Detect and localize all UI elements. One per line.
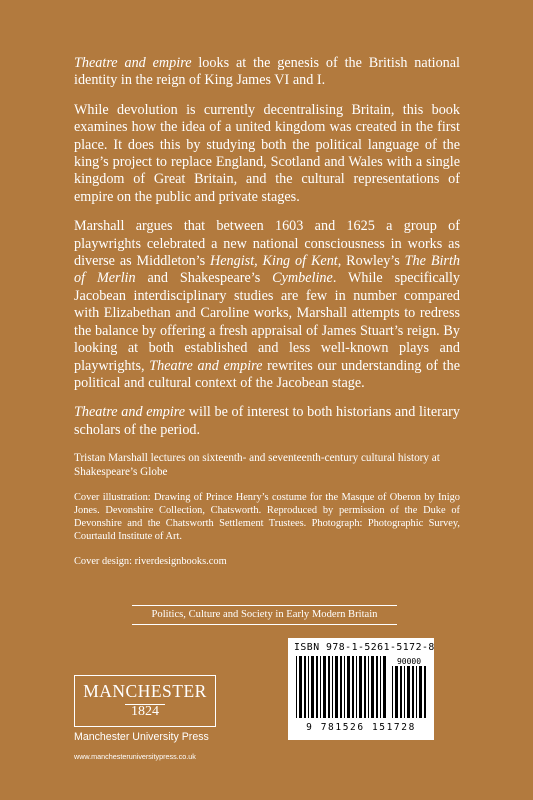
barcode-icon <box>294 656 428 722</box>
price-code: 90000 <box>396 657 422 666</box>
publisher-logo <box>74 675 216 727</box>
barcode-panel <box>288 638 434 740</box>
cover-illustration-credit: Cover illustration: Drawing of Prince Henry’s costume for the Masque of Oberon by Inigo Jones. Devonshire Collection, Chatsworth. Reproduced by permission of the Duke of Devonshire and the Chatsworth Settlement Trustees. Photograph: Photographic Survey, Courtauld Institute of Art. <box>74 492 460 543</box>
blurb-paragraph-2: While devolution is currently decentralising Britain, this book examines how the idea of a united kingdom was created in the first place. It does this by studying both the political language of the king’s project to replace England, Scotland and Wales with a single kingdom of Great Britain, and the cultural representations of empire on the public and private stages. <box>74 101 460 205</box>
cover-design-credit: Cover design: riverdesignbooks.com <box>74 556 227 568</box>
logo-line-2: 1824 <box>125 704 165 719</box>
isbn-label: ISBN 978-1-5261-5172-8 <box>294 642 435 653</box>
logo-line-1: MANCHESTER <box>83 681 207 701</box>
blurb-paragraph-4: Theatre and empire will be of interest to both historians and literary scholars of the period. <box>74 404 460 438</box>
publisher-url[interactable]: www.manchesteruniversitypress.co.uk <box>74 752 196 761</box>
author-bio: Tristan Marshall lectures on sixteenth- and seventeenth-century cultural history at Shakespeare’s Globe <box>74 452 440 479</box>
blurb-paragraph-3: Marshall argues that between 1603 and 1625 a group of playwrights celebrated a new national consciousness in works as diverse as Middleton’s Hengist, King of Kent, Rowley’s The Birth of Merlin and Shakespeare’s Cymbeline. While specifically Jacobean interdisciplinary studies are few in number compared with Elizabethan and Caroline works, Marshall attempts to redress the balance by offering a fresh appraisal of James Stuart’s reign. By looking at both established and less well-known plays and playwrights, Theatre and empire rewrites our understanding of the political and cultural context of the Jacobean stage. <box>74 218 460 391</box>
barcode-number: 9 781526 151728 <box>306 722 416 733</box>
blurb-paragraph-1: Theatre and empire looks at the genesis of the British national identity in the reign of King James VI and I. <box>74 55 460 89</box>
publisher-name: Manchester University Press <box>74 731 209 743</box>
book-title: Theatre and empire <box>74 55 192 71</box>
blurb <box>74 55 460 580</box>
series-title: Politics, Culture and Society in Early Modern Britain <box>132 605 397 625</box>
